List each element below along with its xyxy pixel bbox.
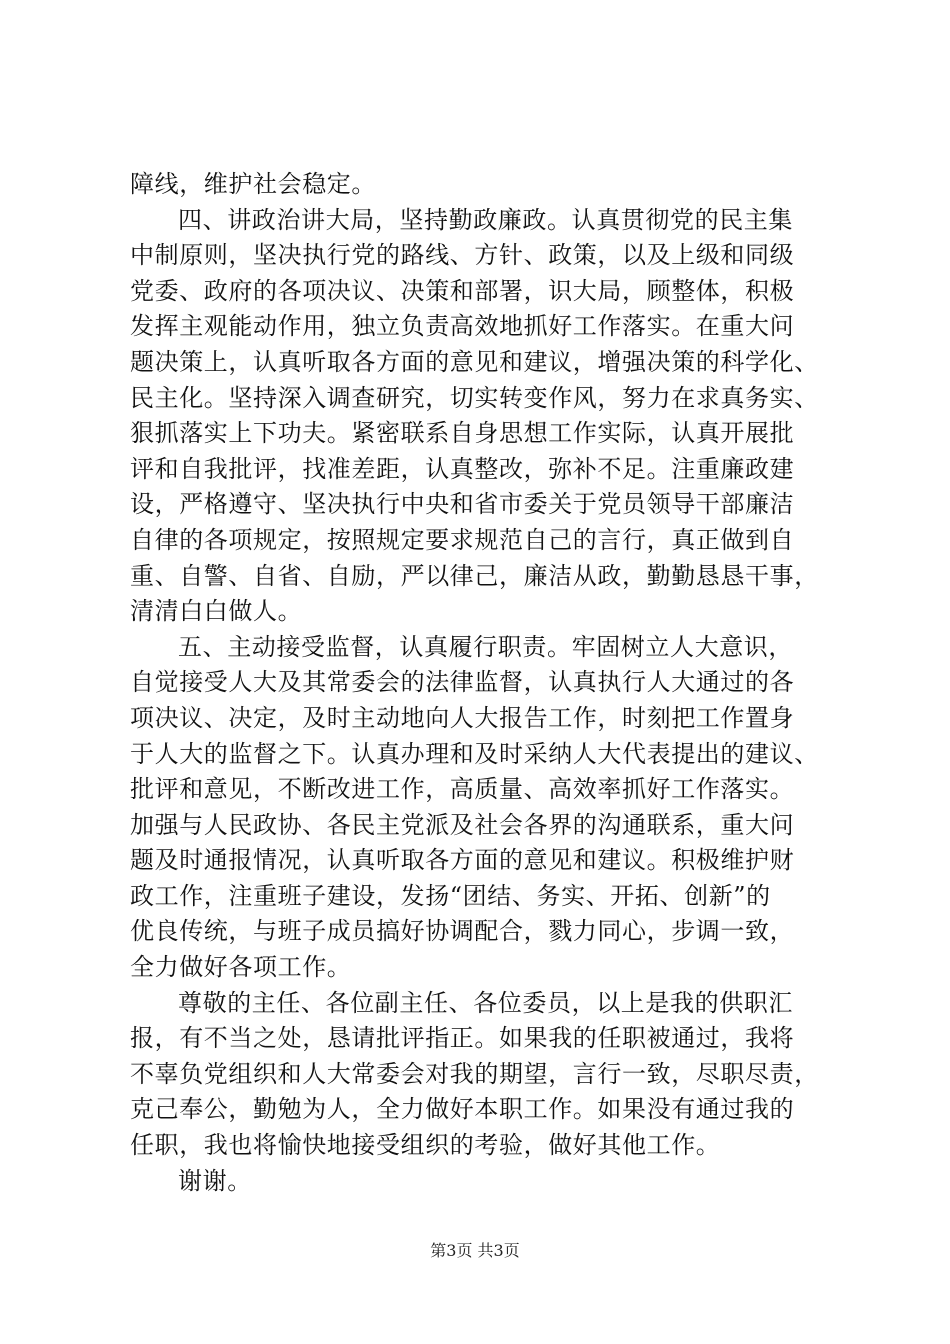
text-line: 狠抓落实上下功夫。紧密联系自身思想工作实际，认真开展批 [130, 419, 795, 448]
text-line: 题及时通报情况，认真听取各方面的意见和建议。积极维护财 [130, 846, 795, 875]
text-line: 谢谢。 [178, 1166, 252, 1195]
text-line: 五、主动接受监督，认真履行职责。牢固树立人大意识， [178, 632, 793, 661]
text-line: 清清白白做人。 [130, 597, 303, 626]
text-line: 题决策上，认真听取各方面的意见和建议，增强决策的科学化、 [130, 347, 819, 376]
text-line: 全力做好各项工作。 [130, 953, 352, 982]
text-line: 党委、政府的各项决议、决策和部署，识大局，顾整体，积极 [130, 276, 795, 305]
document-body [130, 167, 850, 1199]
text-line: 加强与人民政协、各民主党派及社会各界的沟通联系，重大问 [130, 810, 795, 839]
text-line: 民主化。坚持深入调查研究，切实转变作风，努力在求真务实、 [130, 383, 819, 412]
text-line: 任职，我也将愉快地接受组织的考验，做好其他工作。 [130, 1131, 721, 1160]
text-line: 政工作，注重班子建设，发扬“团结、务实、开拓、创新”的 [130, 881, 771, 910]
text-line: 发挥主观能动作用，独立负责高效地抓好工作落实。在重大问 [130, 312, 795, 341]
text-line: 于人大的监督之下。认真办理和及时采纳人大代表提出的建议、 [130, 739, 819, 768]
text-line: 障线，维护社会稳定。 [130, 170, 376, 198]
text-line: 中制原则，坚决执行党的路线、方针、政策，以及上级和同级 [130, 241, 795, 270]
text-line: 设，严格遵守、坚决执行中央和省市委关于党员领导干部廉洁 [130, 490, 795, 519]
text-line: 项决议、决定，及时主动地向人大报告工作，时刻把工作置身 [130, 703, 795, 732]
text-line: 评和自我批评，找准差距，认真整改，弥补不足。注重廉政建 [130, 454, 795, 483]
text-line: 四、讲政治讲大局，坚持勤政廉政。认真贯彻党的民主集 [178, 205, 793, 234]
text-line: 不辜负党组织和人大常委会对我的期望，言行一致，尽职尽责， [130, 1059, 819, 1088]
text-line: 优良传统，与班子成员搞好协调配合，戮力同心，步调一致， [130, 917, 795, 946]
page-footer: 第3页 共3页 [430, 1241, 520, 1260]
text-line: 克己奉公，勤勉为人，全力做好本职工作。如果没有通过我的 [130, 1095, 795, 1124]
text-line: 自觉接受人大及其常委会的法律监督，认真执行人大通过的各 [130, 668, 795, 697]
text-line: 尊敬的主任、各位副主任、各位委员，以上是我的供职汇 [178, 988, 793, 1017]
text-line: 报，有不当之处，恳请批评指正。如果我的任职被通过，我将 [130, 1024, 795, 1053]
text-line: 自律的各项规定，按照规定要求规范自己的言行，真正做到自 [130, 525, 795, 554]
text-line: 批评和意见，不断改进工作，高质量、高效率抓好工作落实。 [130, 775, 795, 804]
text-line: 重、自警、自省、自励，严以律己，廉洁从政，勤勤恳恳干事， [130, 561, 819, 590]
